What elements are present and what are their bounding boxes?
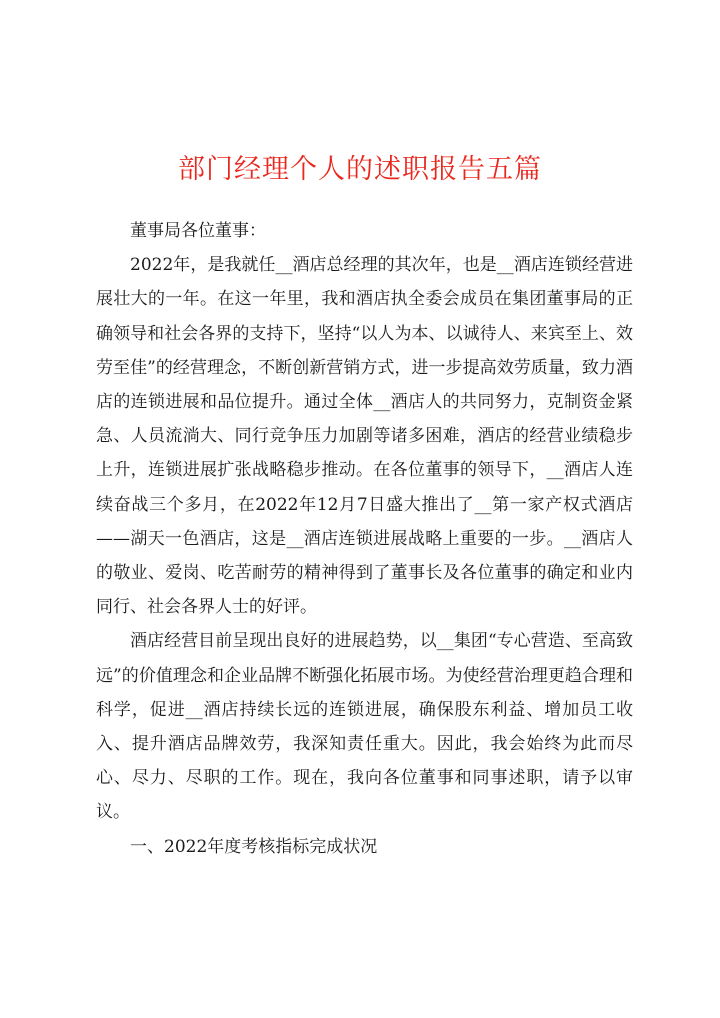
- document-body: [96, 214, 633, 864]
- salutation: 董事局各位董事：: [130, 221, 266, 241]
- section-heading: 一、2022年度考核指标完成状况: [130, 836, 378, 857]
- paragraph-1: 2022年，是我就任__酒店总经理的其次年，也是__酒店连锁经营进展壮大的一年。在这一年里，我和酒店执全委会成员在集团董事局的正确领导和社会各界的支持下，坚持“以人为本、以诚待人、来宾至上、效劳至佳”的经营理念，不断创新营销方式，进一步提高效劳质量，致力酒店的连锁进展和品位提升。通过全体__酒店人的共同努力，克制资金紧急、人员流淌大、同行竞争压力加剧等诸多困难，酒店的经营业绩稳步上升，连锁进展扩张战略稳步推动。在各位董事的领导下，__酒店人连续奋战三个多月，在2022年12月7日盛大推出了__第一家产权式酒店——湖天一色酒店，这是__酒店连锁进展战略上重要的一步。__酒店人的敬业、爱岗、吃苦耐劳的精神得到了董事长及各位董事的确定和业内同行、社会各界人士的好评。: [96, 255, 633, 618]
- document-title: 部门经理个人的述职报告五篇: [178, 154, 542, 185]
- paragraph-2: 酒店经营目前呈现出良好的进展趋势，以__集团“专心营造、至高致远”的价值理念和企业品牌不断强化拓展市场。为使经营治理更趋合理和科学，促进__酒店持续长远的连锁进展，确保股东利益、增加员工收入、提升酒店品牌效劳，我深知责任重大。因此，我会始终为此而尽心、尽力、尽职的工作。现在，我向各位董事和同事述职，请予以审议。: [96, 631, 633, 823]
